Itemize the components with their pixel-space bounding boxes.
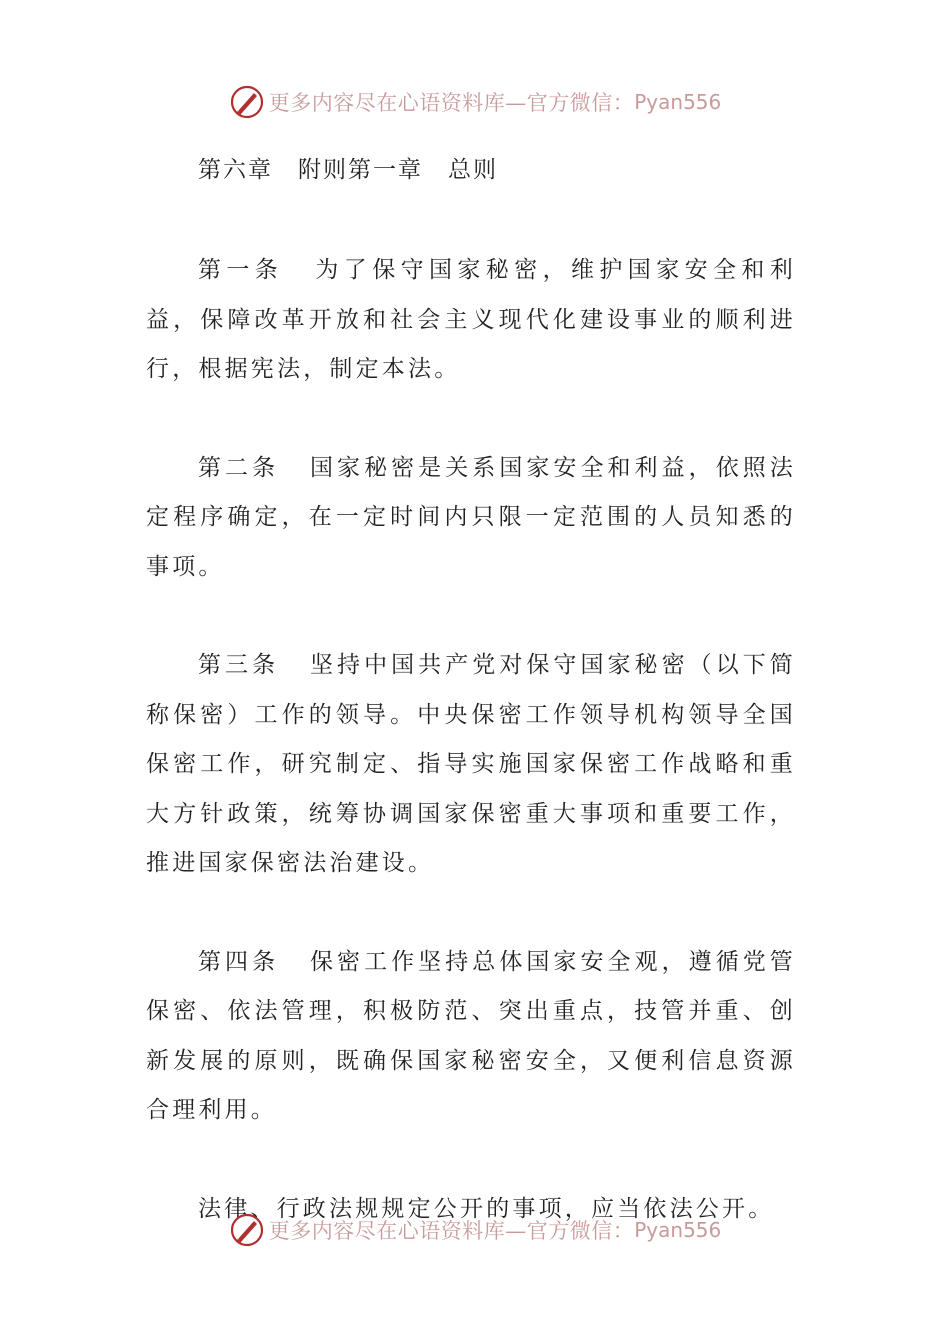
article-3 xyxy=(146,641,796,889)
closing-paragraph: 法律、行政法规规定公开的事项，应当依法公开。 xyxy=(198,1195,775,1222)
watermark-wechat-id: Pyan556 xyxy=(634,90,722,114)
article-2 xyxy=(146,444,796,593)
article-4 xyxy=(146,938,796,1136)
article-1 xyxy=(146,246,796,395)
article-label: 第四条 xyxy=(198,948,280,975)
watermark-banner-top xyxy=(0,80,950,124)
article-text: 为了保守国家秘密，维护国家安全和利益，保障改革开放和社会主义现代化建设事业的顺利进行，根据宪法，制定本法。 xyxy=(146,257,796,382)
watermark-wechat-id: Pyan556 xyxy=(634,1218,722,1242)
quill-logo-icon xyxy=(229,84,265,120)
document-body xyxy=(146,148,796,1283)
article-label: 第二条 xyxy=(198,454,280,481)
watermark-banner-bottom xyxy=(0,1208,950,1252)
watermark-text: 更多内容尽在心语资料库—官方微信： xyxy=(268,91,635,115)
article-label: 第三条 xyxy=(198,652,280,678)
article-text: 坚持中国共产党对保守国家秘密（以下简称保密）工作的领导。中央保密工作领导机构领导全国保密工作，研究制定、指导实施国家保密工作战略和重大方针政策，统筹协调国家保密重大事项和重要工作，推进国家保密法治建设。 xyxy=(146,652,796,876)
watermark-text: 更多内容尽在心语资料库—官方微信： xyxy=(268,1219,635,1243)
article-label: 第一条 xyxy=(198,257,284,283)
article-text: 保密工作坚持总体国家安全观，遵循党管保密、依法管理，积极防范、突出重点，技管并重、创新发展的原则，既确保国家秘密安全，又便利信息资源合理利用。 xyxy=(146,948,796,1123)
quill-logo-icon xyxy=(229,1212,265,1248)
article-text: 国家秘密是关系国家安全和利益，依照法定程序确定，在一定时间内只限一定范围的人员知悉的事项。 xyxy=(146,454,796,580)
chapter-heading: 第六章 附则第一章 总则 xyxy=(198,157,498,183)
